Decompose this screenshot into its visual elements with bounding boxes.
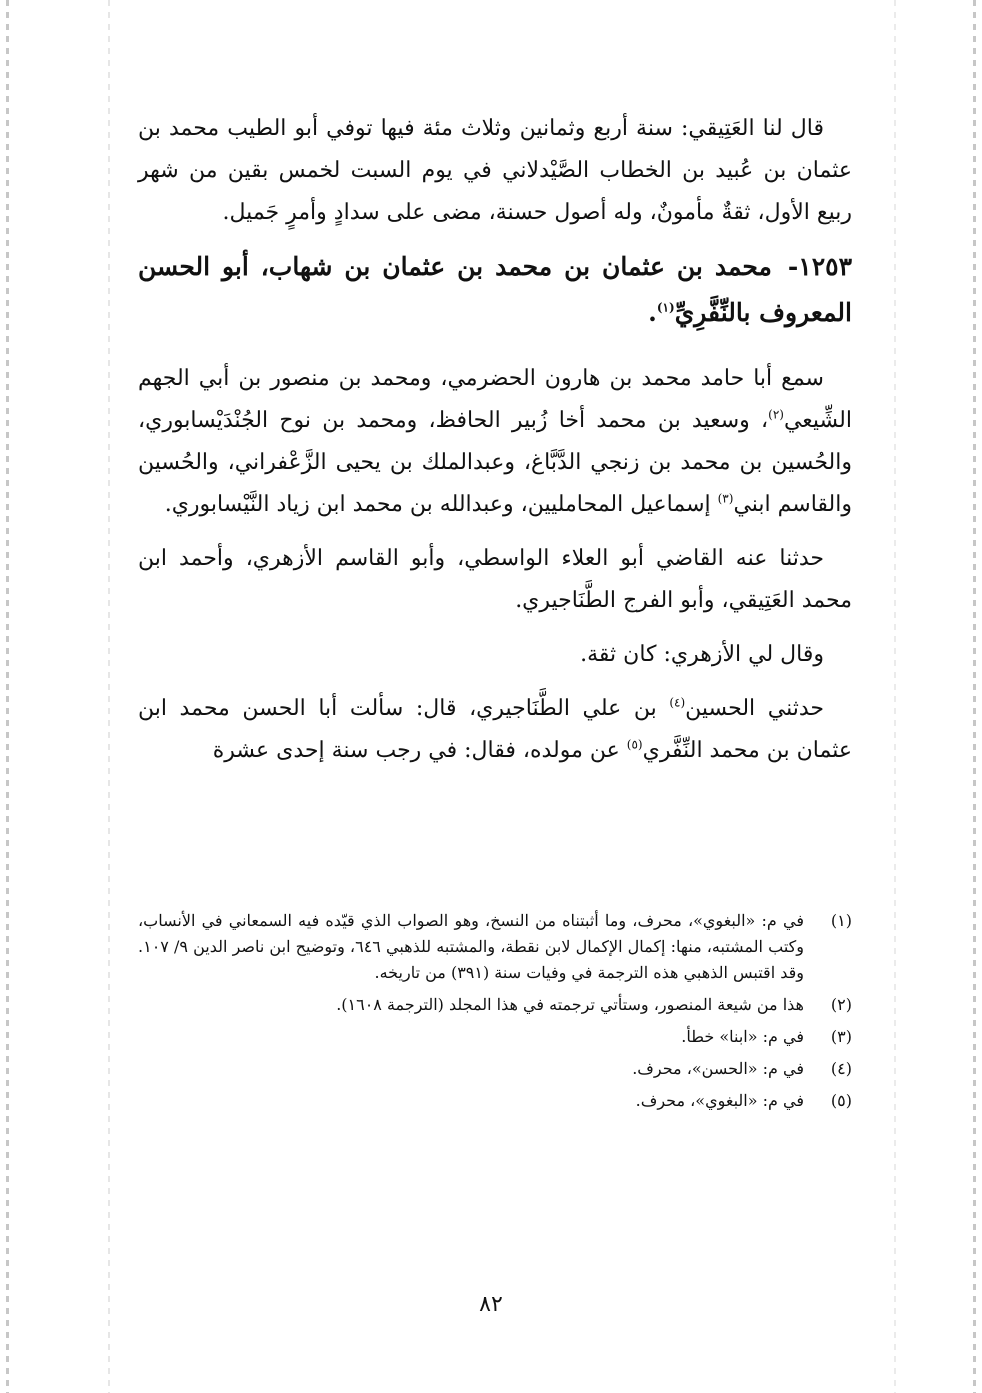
footnotes: [138, 908, 852, 1120]
page-number: ٨٢: [479, 1292, 503, 1317]
footnote-number: (١): [830, 911, 852, 930]
footnote-item: [138, 1056, 852, 1082]
footnote-ref-1[interactable]: (١): [656, 300, 675, 315]
footnote-ref-2[interactable]: (٢): [768, 407, 784, 422]
paragraph-birth-part-c: عن مولده، فقال: في رجب سنة إحدى عشرة: [212, 738, 627, 763]
paragraph-teachers-part-a: سمع أبا حامد محمد بن هارون الحضرمي، ومحمد بن منصور بن أبي الجهم الشِّيعي: [138, 366, 852, 433]
footnote-number: (٢): [830, 995, 852, 1014]
page-body: [138, 108, 852, 772]
entry-title-end: .: [648, 298, 657, 327]
footnote-number: (٣): [830, 1027, 852, 1046]
footnote-item: [138, 908, 852, 986]
scan-edge-left: [6, 0, 9, 1393]
paragraph-teachers-part-c: إسماعيل المحامليين، وعبدالله بن محمد ابن زياد النَّيْسابوري.: [164, 492, 718, 517]
paragraph-azhari: وقال لي الأزهري: كان ثقة.: [580, 642, 824, 667]
scan-edge-right: [973, 0, 976, 1393]
entry-number: ١٢٥٣-: [787, 252, 852, 281]
footnote-item: [138, 992, 852, 1018]
footnote-item: [138, 1024, 852, 1050]
footnote-ref-3[interactable]: (٣): [717, 491, 734, 506]
paragraph-students: حدثنا عنه القاضي أبو العلاء الواسطي، وأبو القاسم الأزهري، وأحمد ابن محمد العَتِيقي، وأبو الفرج الطَّنَاجيري.: [138, 546, 852, 613]
scan-edge-right-inner: [894, 0, 896, 1393]
footnote-text: هذا من شيعة المنصور، وستأتي ترجمته في هذا المجلد (الترجمة ١٦٠٨).: [336, 995, 804, 1014]
footnote-text: في م: «البغوي»، محرف.: [635, 1091, 804, 1110]
footnote-number: (٥): [830, 1091, 852, 1110]
footnote-item: [138, 1088, 852, 1114]
paragraph-teachers-part-b: ، وسعيد بن محمد أخا زُبير الحافظ، ومحمد بن نوح الجُنْدَيْسابوري، والحُسين بن محمد بن زنجي الدَّبَّاغ، وعبدالملك بن يحيى الزَّعْفراني، والحُسين والقاسم ابني: [138, 408, 852, 517]
paragraph-birth-part-b: بن علي الطَّنَاجيري، قال: سألت أبا الحسن محمد ابن عثمان بن محمد النِّفَّري: [138, 696, 852, 763]
footnote-ref-4[interactable]: (٤): [669, 695, 686, 710]
footnote-text: في م: «البغوي»، محرف، وما أثبتناه من النسخ، وهو الصواب الذي قيّده فيه السمعاني في الأنساب، وكتب المشتبه، منها: إكمال الإكمال لابن نقطة، والمشتبه للذهبي ٦٤٦، وتوضيح ابن ناصر الدين ٩/ ١٠٧. وقد اقتبس الذهبي هذه الترجمة في وفيات سنة (٣٩١) من تاريخه.: [138, 911, 804, 982]
paragraph-teachers: [138, 358, 852, 526]
intro-paragraph: قال لنا العَتِيقي: سنة أربع وثمانين وثلاث مئة فيها توفي أبو الطيب محمد بن عثمان بن عُبيد بن الخطاب الصَّيْدلاني في يوم السبت لخمس بقين من شهر ربيع الأول، ثقةٌ مأمونٌ، وله أصول حسنة، مضى على سدادٍ وأمرٍ جَميل.: [138, 116, 852, 225]
footnote-text: في م: «الحسن»، محرف.: [632, 1059, 804, 1078]
scan-edge-left-inner: [108, 0, 110, 1393]
footnote-text: في م: «ابنا» خطأ.: [681, 1027, 804, 1046]
footnote-ref-5[interactable]: (٥): [626, 737, 643, 752]
entry-title: محمد بن عثمان بن محمد بن عثمان بن شهاب، أبو الحسن المعروف بالنِّفَّرِيِّ: [138, 252, 852, 327]
paragraph-birth-part-a: حدثني الحسين: [685, 696, 824, 721]
entry-heading: [138, 244, 852, 336]
paragraph-birth: [138, 688, 852, 772]
footnote-number: (٤): [830, 1059, 852, 1078]
